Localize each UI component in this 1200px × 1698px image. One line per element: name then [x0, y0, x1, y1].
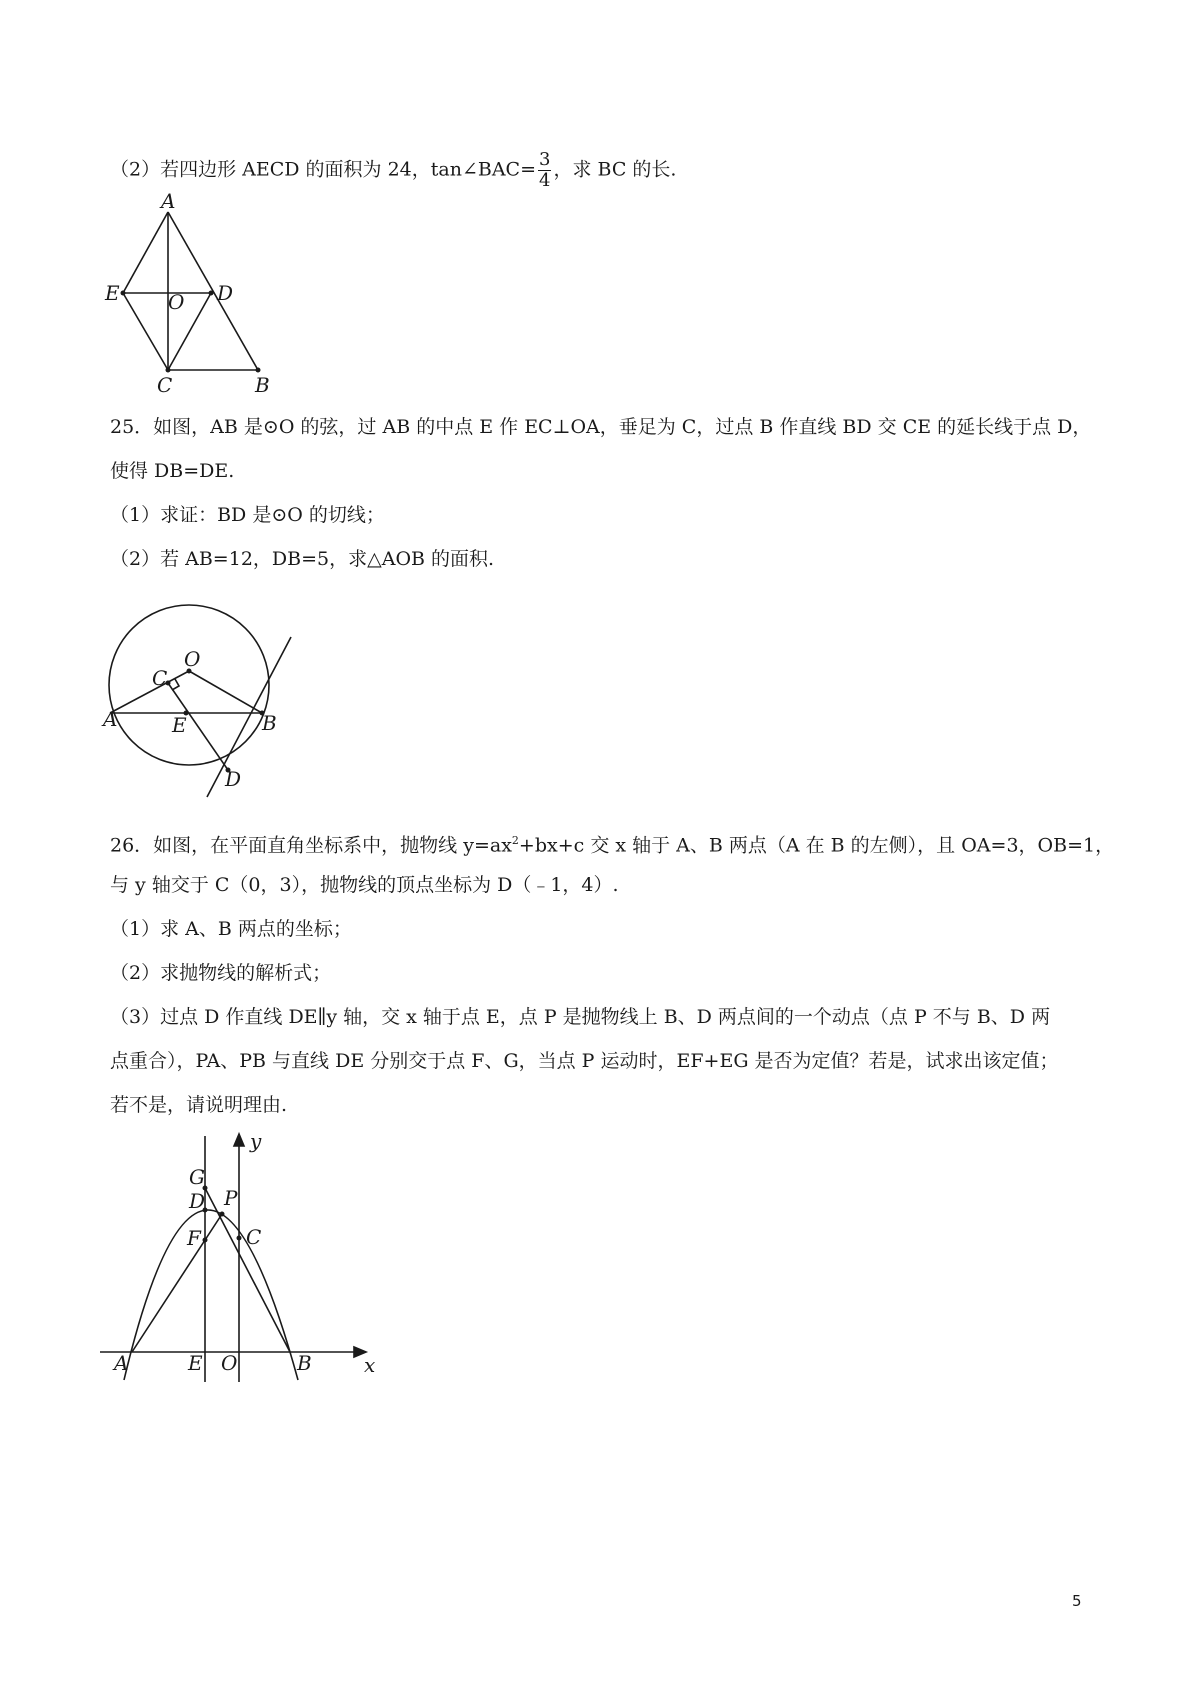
label-C: C [157, 373, 173, 397]
point-C [237, 1236, 242, 1241]
label-O: O [168, 290, 185, 314]
label-B: B [255, 373, 270, 397]
label-E: E [188, 1351, 203, 1375]
label-D: D [225, 767, 242, 791]
q25-part2: （2）若 AB=12，DB=5，求△AOB 的面积. [110, 548, 495, 570]
label-C: C [246, 1225, 262, 1249]
q26-part3-line2: 点重合），PA、PB 与直线 DE 分别交于点 F、G，当点 P 运动时，EF+EG 是否为定值？若是，试求出该定值； [110, 1050, 1059, 1072]
q26-part1: （1）求 A、B 两点的坐标； [110, 918, 352, 940]
q26-line1-part-a: 26．如图，在平面直角坐标系中，抛物线 y=ax [110, 834, 512, 857]
label-C: C [152, 666, 168, 690]
page-number: 5 [1072, 1592, 1082, 1610]
point-P [220, 1212, 225, 1217]
label-D: D [189, 1189, 206, 1213]
q26-line2: 与 y 轴交于 C（0，3），抛物线的顶点坐标为 D（﹣1，4）. [110, 874, 619, 896]
q25-line2: 使得 DB=DE. [110, 460, 235, 482]
q24-part2-tail: ，求 BC 的长. [553, 158, 677, 181]
q26-part2: （2）求抛物线的解析式； [110, 962, 332, 984]
label-G: G [189, 1165, 205, 1189]
segment-PA [132, 1214, 222, 1352]
label-A: A [161, 189, 176, 213]
label-B: B [262, 711, 277, 735]
label-E: E [172, 713, 187, 737]
label-A: A [103, 707, 118, 731]
point-F [203, 1238, 208, 1243]
q25-part1: （1）求证：BD 是⊙O 的切线； [110, 504, 385, 526]
segment-PB [205, 1188, 290, 1352]
fraction-denominator: 4 [539, 170, 551, 191]
label-P: P [224, 1186, 238, 1210]
label-F: F [187, 1226, 201, 1250]
fraction-numerator: 3 [539, 149, 551, 170]
exponent-2: 2 [511, 834, 519, 847]
label-y: y [250, 1129, 262, 1153]
label-B: B [297, 1351, 312, 1375]
q26-line1-part-b: +bx+c 交 x 轴于 A、B 两点（A 在 B 的左侧），且 OA=3，OB=1， [518, 834, 1115, 857]
label-O: O [184, 647, 201, 671]
q25-line1: 25．如图，AB 是⊙O 的弦，过 AB 的中点 E 作 EC⊥OA，垂足为 C，过点 B 作直线 BD 交 CE 的延长线于点 D， [110, 416, 1092, 438]
label-E: E [105, 281, 120, 305]
label-A: A [114, 1351, 129, 1375]
label-x: x [364, 1353, 376, 1377]
label-O: O [221, 1351, 238, 1375]
y-axis-arrow [234, 1134, 244, 1146]
q24-part2-text: （2）若四边形 AECD 的面积为 24，tan∠BAC= [110, 158, 537, 181]
label-D: D [217, 281, 234, 305]
q26-part3-line3: 若不是，请说明理由. [110, 1094, 288, 1116]
parabola-curve [124, 1210, 298, 1380]
q26-part3-line1: （3）过点 D 作直线 DE∥y 轴，交 x 轴于点 E，点 P 是抛物线上 B、D 两点间的一个动点（点 P 不与 B、D 两 [110, 1006, 1051, 1028]
